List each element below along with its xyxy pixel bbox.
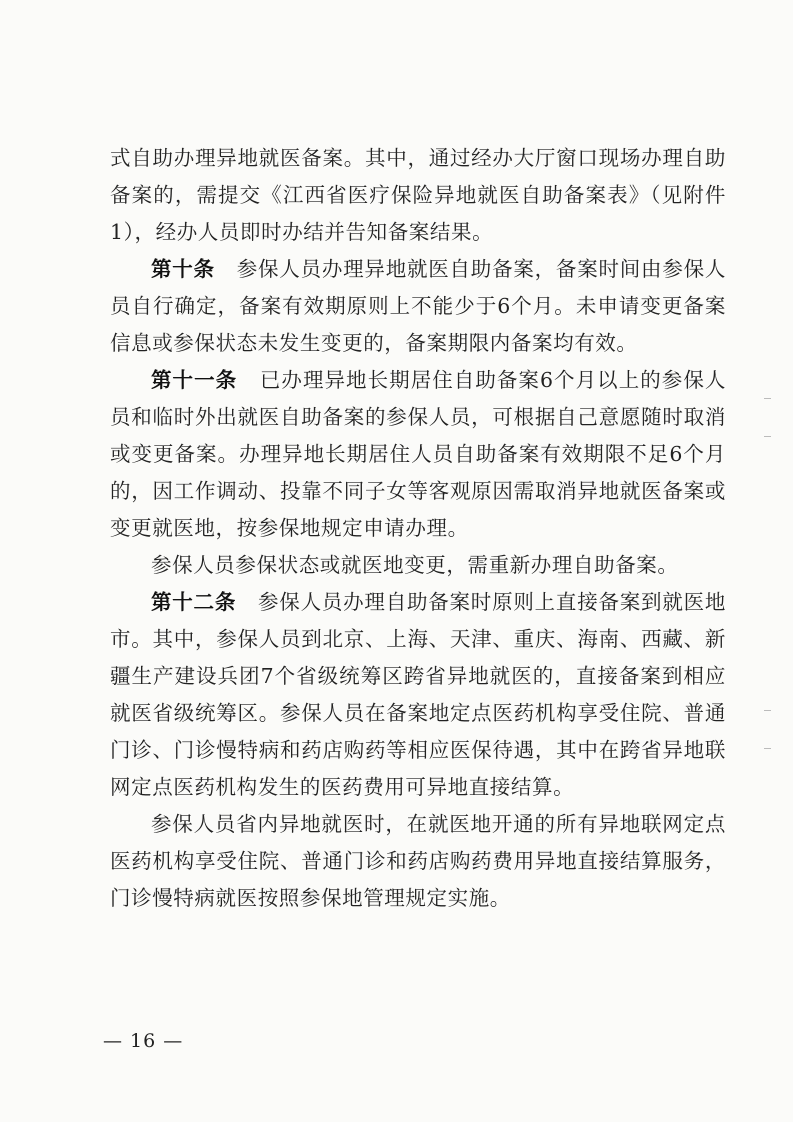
- paragraph-text: 参保人员参保状态或就医地变更，需重新办理自助备案。: [151, 553, 679, 577]
- page-number: — 16 —: [103, 1030, 184, 1052]
- paragraph-status-change: [110, 547, 726, 584]
- article-title: 第十二条: [151, 590, 237, 614]
- margin-mark: [764, 398, 771, 399]
- document-body: [110, 140, 726, 917]
- margin-mark: [764, 436, 771, 437]
- paragraph-continuation: [110, 140, 726, 251]
- paragraph-text: 已办理异地长期居住自助备案6个月以上的参保人员和临时外出就医自助备案的参保人员，可根据自己意愿随时取消或变更备案。办理异地长期居住人员自助备案有效期限不足6个月的，因工作调动、投靠不同子女等客观原因需取消异地就医备案或变更就医地，按参保地规定申请办理。: [110, 368, 726, 540]
- paragraph-text: 参保人员办理自助备案时原则上直接备案到就医地市。其中，参保人员到北京、上海、天津、重庆、海南、西藏、新疆生产建设兵团7个省级统筹区跨省异地就医的，直接备案到相应就医省级统筹区。参保人员在备案地定点医药机构享受住院、普通门诊、门诊慢特病和药店购药等相应医保待遇，其中在跨省异地联网定点医药机构发生的医药费用可异地直接结算。: [110, 590, 726, 799]
- paragraph-text: 式自助办理异地就医备案。其中，通过经办大厅窗口现场办理自助备案的，需提交《江西省医疗保险异地就医自助备案表》（见附件1），经办人员即时办结并告知备案结果。: [110, 146, 726, 244]
- paragraph-text: 参保人员办理异地就医自助备案，备案时间由参保人员自行确定，备案有效期原则上不能少于6个月。未申请变更备案信息或参保状态未发生变更的，备案期限内备案均有效。: [110, 257, 726, 355]
- article-12: [110, 584, 726, 806]
- paragraph-text: 参保人员省内异地就医时，在就医地开通的所有异地联网定点医药机构享受住院、普通门诊和药店购药费用异地直接结算服务，门诊慢特病就医按照参保地管理规定实施。: [110, 812, 726, 910]
- article-title: 第十条: [151, 257, 215, 281]
- article-title: 第十一条: [151, 368, 238, 392]
- article-11: [110, 362, 726, 547]
- margin-mark: [764, 748, 771, 749]
- margin-mark: [764, 710, 771, 711]
- paragraph-provincial: [110, 806, 726, 917]
- article-10: [110, 251, 726, 362]
